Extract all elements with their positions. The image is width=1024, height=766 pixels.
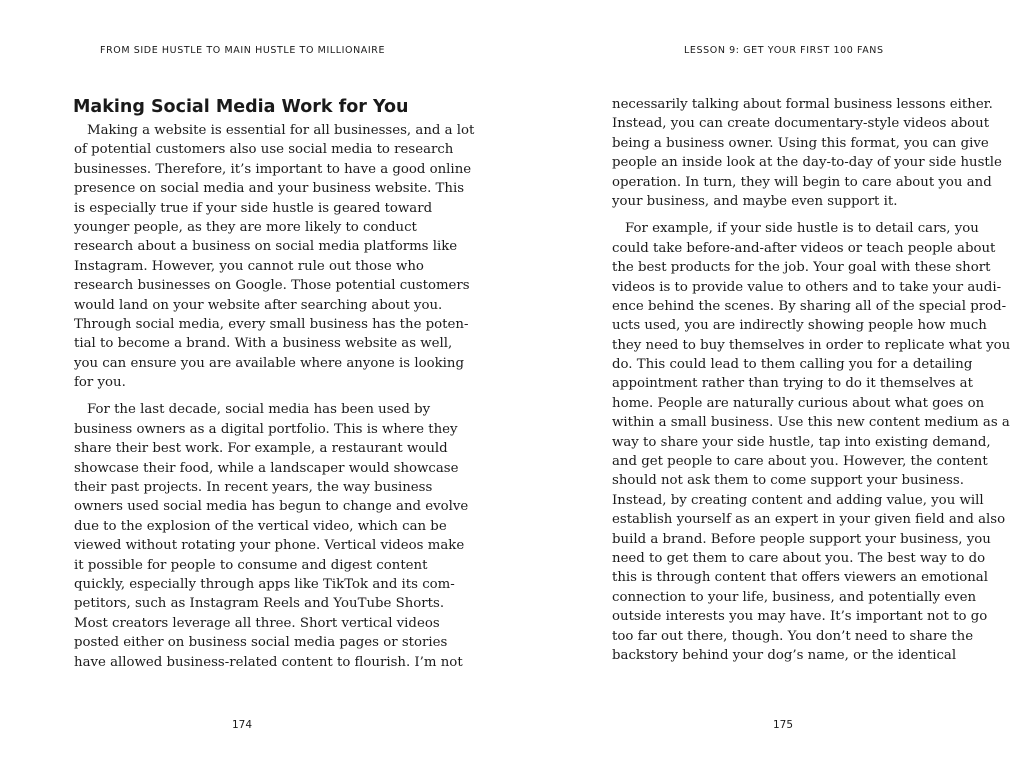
text-line: backstory behind your dog’s name, or the identical <box>612 647 957 663</box>
text-line: home. People are naturally curious about what goes on <box>612 395 985 411</box>
text-line: Instagram. However, you cannot rule out those who <box>74 258 424 274</box>
text-line: share their best work. For example, a restaurant would <box>74 441 448 457</box>
right-page-body <box>612 95 1010 665</box>
text-line: connection to your life, business, and potentially even <box>612 589 977 605</box>
section-heading: Making Social Media Work for You <box>73 97 409 117</box>
text-line: way to share your side hustle, tap into existing demand, <box>612 434 991 450</box>
text-line: ence behind the scenes. By sharing all of the special prod- <box>612 298 1007 314</box>
text-line: petitors, such as Instagram Reels and YouTube Shorts. <box>74 596 445 612</box>
text-line: showcase their food, while a landscaper would showcase <box>74 460 459 476</box>
text-line: is especially true if your side hustle is geared toward <box>74 200 433 216</box>
right-page <box>512 0 1024 766</box>
text-line: Instead, you can create documentary-style videos about <box>612 116 990 132</box>
page-number-right: 175 <box>773 719 794 731</box>
text-line: too far out there, though. You don’t need to share the <box>612 628 974 644</box>
text-line: your business, and maybe even support it. <box>612 193 898 209</box>
text-line: ucts used, you are indirectly showing people how much <box>612 318 987 334</box>
text-line: and get people to care about you. However, the content <box>612 454 988 470</box>
text-line: Most creators leverage all three. Short vertical videos <box>74 615 440 631</box>
text-line: you can ensure you are available where anyone is looking <box>74 355 464 371</box>
page-number-left: 174 <box>232 719 253 731</box>
text-line: research about a business on social media platforms like <box>74 239 458 255</box>
text-line: appointment rather than trying to do it themselves at <box>612 376 973 392</box>
text-line: quickly, especially through apps like TikTok and its com- <box>74 576 455 592</box>
text-line: do. This could lead to them calling you for a detailing <box>612 357 973 373</box>
text-line: presence on social media and your business website. This <box>74 181 465 197</box>
text-line: build a brand. Before people support your business, you <box>612 531 991 547</box>
text-line: operation. In turn, they will begin to care about you and <box>612 174 992 190</box>
text-line: they need to buy themselves in order to replicate what you <box>612 337 1011 353</box>
text-line: For example, if your side hustle is to detail cars, you <box>625 221 979 237</box>
text-line: could take before-and-after videos or teach people about <box>612 240 996 256</box>
text-line: For the last decade, social media has been used by <box>87 402 431 418</box>
text-line: due to the explosion of the vertical video, which can be <box>74 518 447 534</box>
text-line: Through social media, every small business has the poten- <box>74 316 469 332</box>
text-line: this is through content that offers viewers an emotional <box>612 570 988 586</box>
text-line: need to get them to care about you. The best way to do <box>612 550 986 566</box>
text-line: it possible for people to consume and digest content <box>74 557 428 573</box>
text-line: tial to become a brand. With a business website as well, <box>74 336 453 352</box>
text-line: business owners as a digital portfolio. This is where they <box>74 421 458 437</box>
text-line: for you. <box>74 375 126 391</box>
left-page-body <box>74 121 474 672</box>
text-line: Instead, by creating content and adding value, you will <box>612 492 984 508</box>
text-line: viewed without rotating your phone. Vertical videos make <box>74 538 465 554</box>
text-line: outside interests you may have. It’s important not to go <box>612 609 988 625</box>
text-line: being a business owner. Using this format, you can give <box>612 135 989 151</box>
text-line: necessarily talking about formal business lessons either. <box>612 97 993 112</box>
text-line: research businesses on Google. Those potential customers <box>74 278 470 294</box>
text-line: within a small business. Use this new content medium as a <box>612 415 1010 431</box>
running-head-left: FROM SIDE HUSTLE TO MAIN HUSTLE TO MILLIONAIRE <box>100 45 386 56</box>
text-line: people an inside look at the day-to-day of your side hustle <box>612 155 1002 171</box>
text-line: videos is to provide value to others and to take your audi- <box>612 279 1002 295</box>
text-line: the best products for the job. Your goal with these short <box>612 260 991 276</box>
text-line: of potential customers also use social media to research <box>74 142 454 158</box>
text-line: posted either on business social media pages or stories <box>74 635 448 651</box>
text-line: establish yourself as an expert in your given field and also <box>612 512 1006 528</box>
text-line: businesses. Therefore, it’s important to have a good online <box>74 161 472 177</box>
text-line: have allowed business-related content to flourish. I’m not <box>74 654 463 670</box>
running-head-right: LESSON 9: GET YOUR FIRST 100 FANS <box>684 45 884 56</box>
text-line: younger people, as they are more likely to conduct <box>74 219 417 235</box>
text-line: their past projects. In recent years, the way business <box>74 480 433 496</box>
text-line: owners used social media has begun to change and evolve <box>74 499 469 515</box>
text-line: Making a website is essential for all businesses, and a lot <box>87 123 475 138</box>
text-line: should not ask them to come support your business. <box>612 473 964 489</box>
text-line: would land on your website after searching about you. <box>74 297 443 313</box>
